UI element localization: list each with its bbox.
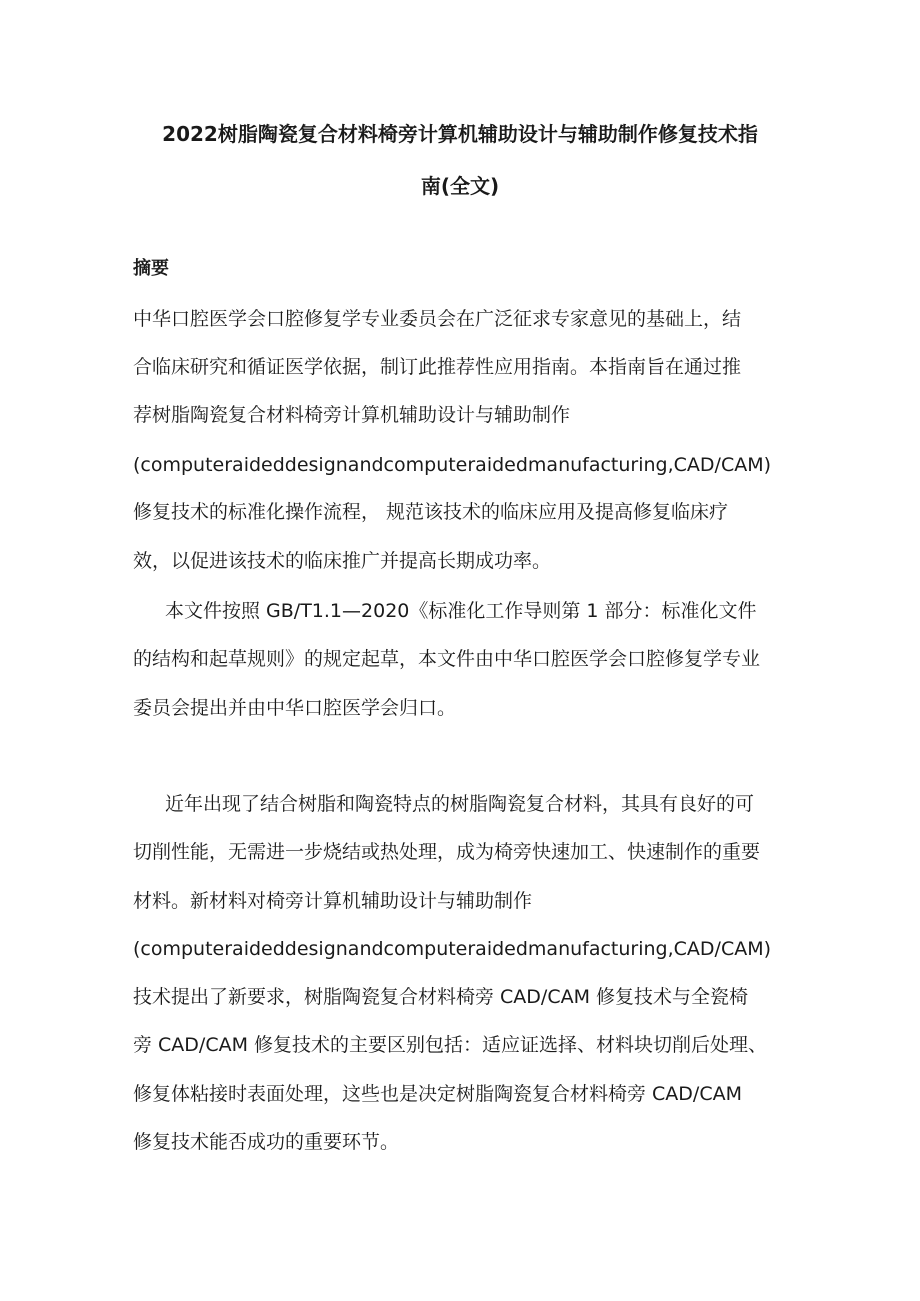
document-title-line-2: 南(全文) [420,174,500,198]
paragraph-3-line: 材料。新材料对椅旁计算机辅助设计与辅助制作 [133,890,533,912]
paragraph-3-line: 近年出现了结合树脂和陶瓷特点的树脂陶瓷复合材料，其具有良好的可 [165,793,755,815]
paragraph-3-line: (computeraideddesignandcomputeraidedmanufacturing,CAD/CAM) [133,938,772,960]
paragraph-3-line: 旁 CAD/CAM 修复技术的主要区别包括：适应证选择、材料块切削后处理、 [133,1034,768,1056]
paragraph-1-line: 效，以促进该技术的临床推广并提高长期成功率。 [133,550,552,572]
paragraph-2-line: 委员会提出并由中华口腔医学会归口。 [133,697,457,719]
abstract-heading: 摘要 [133,258,169,279]
paragraph-3-line: 修复技术能否成功的重要环节。 [133,1131,400,1153]
paragraph-1-line: 中华口腔医学会口腔修复学专业委员会在广泛征求专家意见的基础上，结 [133,308,742,330]
paragraph-3-line: 切削性能，无需进一步烧结或热处理，成为椅旁快速加工、快速制作的重要 [133,841,761,863]
paragraph-3-line: 修复体粘接时表面处理，这些也是决定树脂陶瓷复合材料椅旁 CAD/CAM [133,1083,742,1105]
paragraph-1-line: 修复技术的标准化操作流程， 规范该技术的临床应用及提高修复临床疗 [133,501,729,523]
paragraph-1-line: 荐树脂陶瓷复合材料椅旁计算机辅助设计与辅助制作 [133,404,571,426]
paragraph-2-line: 的结构和起草规则》的规定起草，本文件由中华口腔医学会口腔修复学专业 [133,648,761,670]
paragraph-3-line: 技术提出了新要求，树脂陶瓷复合材料椅旁 CAD/CAM 修复技术与全瓷椅 [133,986,749,1008]
paragraph-2-line: 本文件按照 GB/T1.1—2020《标准化工作导则第 1 部分：标准化文件 [165,600,757,622]
paragraph-1-line: (computeraideddesignandcomputeraidedmanufacturing,CAD/CAM) [133,454,772,476]
document-title-line-1: 2022树脂陶瓷复合材料椅旁计算机辅助设计与辅助制作修复技术指 [162,122,758,146]
paragraph-1-line: 合临床研究和循证医学依据，制订此推荐性应用指南。本指南旨在通过推 [133,356,742,378]
